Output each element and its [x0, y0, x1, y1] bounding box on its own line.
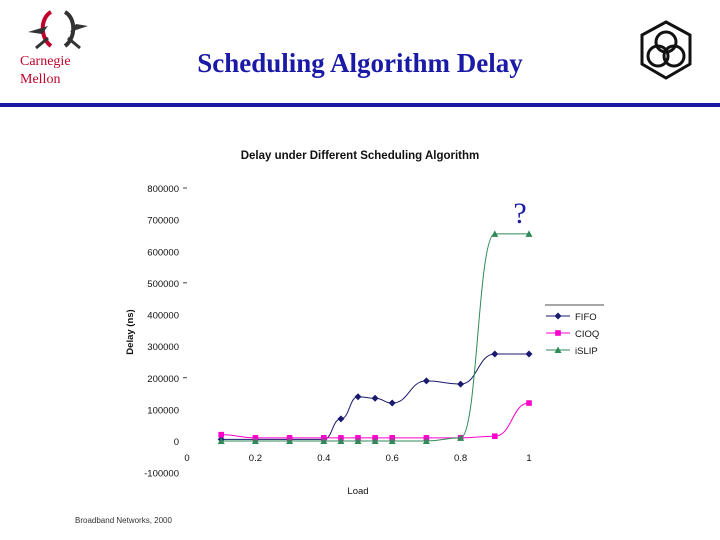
- series-islip: [218, 230, 533, 444]
- y-tick-label: 800000: [147, 184, 179, 195]
- legend-label: FIFO: [575, 312, 597, 323]
- x-tick-labels: [184, 453, 531, 464]
- data-point: [218, 432, 224, 438]
- legend-label: iSLIP: [575, 346, 598, 357]
- legend: [545, 305, 604, 357]
- x-axis-label: Load: [347, 486, 369, 497]
- org-name-line2: Mellon: [20, 72, 61, 87]
- y-tick-labels: [144, 184, 190, 480]
- y-tick-label: 0: [173, 437, 179, 448]
- data-point: [337, 415, 344, 422]
- x-tick-label: 0.8: [453, 453, 468, 464]
- y-tick-label: 600000: [147, 247, 179, 259]
- data-point: [555, 313, 562, 320]
- data-point: [491, 351, 498, 358]
- y-tick-label: 300000: [147, 342, 179, 354]
- legend-item-islip: [546, 346, 598, 357]
- data-point: [423, 377, 430, 384]
- data-point: [355, 393, 362, 400]
- data-point: [492, 433, 498, 439]
- chart-title: Delay under Different Scheduling Algorithm: [240, 150, 480, 162]
- org-name-line1: Carnegie: [20, 54, 71, 69]
- x-tick-label: 1: [526, 453, 532, 464]
- y-tick-label: 400000: [147, 310, 179, 322]
- x-tick-label: 0.4: [317, 453, 331, 464]
- data-point: [457, 381, 464, 388]
- series-line: [221, 403, 529, 438]
- data-point: [555, 330, 561, 336]
- x-tick-label: 0.6: [385, 453, 399, 464]
- y-tick-label: -100000: [144, 468, 179, 480]
- page-title: Scheduling Algorithm Delay: [197, 48, 523, 78]
- x-tick-label: 0.2: [248, 453, 263, 464]
- data-point: [372, 395, 379, 402]
- y-tick-label: 700000: [147, 215, 179, 227]
- series-group: [218, 230, 533, 444]
- x-tick-label: 0: [184, 453, 190, 464]
- y-tick-label: 100000: [147, 405, 179, 417]
- series-line: [221, 234, 529, 441]
- legend-item-fifo: [546, 312, 597, 323]
- data-point: [389, 400, 396, 407]
- legend-label: CIOQ: [575, 329, 600, 340]
- series-cioq: [218, 400, 531, 440]
- y-axis-label: Delay (ns): [125, 309, 136, 355]
- question-mark-annotation: ?: [513, 197, 527, 230]
- data-point: [526, 400, 532, 406]
- legend-item-cioq: [546, 329, 599, 340]
- y-tick-label: 200000: [147, 373, 179, 385]
- y-tick-label: 500000: [147, 278, 179, 290]
- series-fifo: [218, 351, 533, 443]
- footer-text: Broadband Networks, 2000: [75, 516, 172, 525]
- data-point: [526, 351, 533, 358]
